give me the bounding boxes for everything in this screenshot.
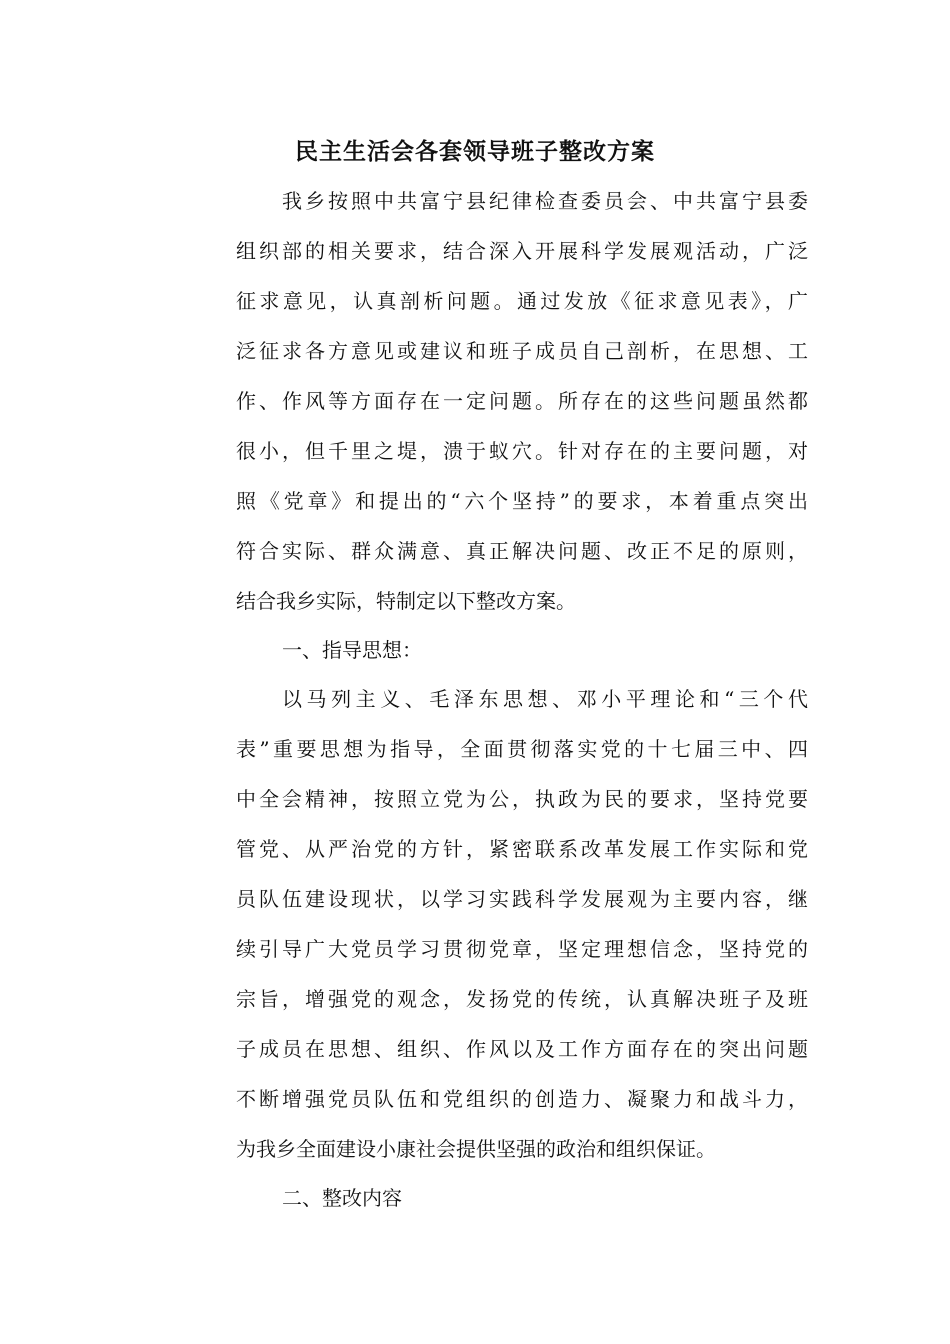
paragraph-line: 很小，但千里之堤，溃于蚁穴。针对存在的主要问题，对 xyxy=(236,439,808,463)
paragraph-line: 宗旨，增强党的观念，发扬党的传统，认真解决班子及班 xyxy=(236,987,808,1011)
paragraph-line: 管党、从严治党的方针，紧密联系改革发展工作实际和党 xyxy=(236,837,808,861)
paragraph-line: 为我乡全面建设小康社会提供坚强的政治和组织保证。 xyxy=(236,1137,716,1161)
paragraph-line: 不断增强党员队伍和党组织的创造力、凝聚力和战斗力， xyxy=(236,1087,808,1111)
paragraph-line: 征求意见，认真剖析问题。通过发放《征求意见表》，广 xyxy=(236,289,808,313)
paragraph-line: 作、作风等方面存在一定问题。所存在的这些问题虽然都 xyxy=(236,389,808,413)
paragraph-line: 子成员在思想、组织、作风以及工作方面存在的突出问题 xyxy=(236,1037,808,1061)
paragraph-line: 照《党章》和提出的“六个坚持”的要求，本着重点突出 xyxy=(236,489,808,513)
paragraph-line: 符合实际、群众满意、真正解决问题、改正不足的原则， xyxy=(236,539,808,563)
paragraph-line: 组织部的相关要求，结合深入开展科学发展观活动，广泛 xyxy=(236,239,808,263)
paragraph-line: 结合我乡实际，特制定以下整改方案。 xyxy=(236,589,576,613)
paragraph-line: 表”重要思想为指导，全面贯彻落实党的十七届三中、四 xyxy=(236,737,808,761)
paragraph-line: 以马列主义、毛泽东思想、邓小平理论和“三个代 xyxy=(282,687,808,711)
section-heading-guiding-ideology: 一、指导思想： xyxy=(282,638,422,662)
paragraph-line: 中全会精神，按照立党为公，执政为民的要求，坚持党要 xyxy=(236,787,808,811)
paragraph-line: 泛征求各方意见或建议和班子成员自己剖析，在思想、工 xyxy=(236,339,808,363)
paragraph-line: 续引导广大党员学习贯彻党章，坚定理想信念，坚持党的 xyxy=(236,937,808,961)
paragraph-line: 我乡按照中共富宁县纪律检查委员会、中共富宁县委 xyxy=(282,189,808,213)
section-heading-rectification-content: 二、整改内容 xyxy=(282,1186,402,1210)
document-title: 民主生活会各套领导班子整改方案 xyxy=(295,138,655,165)
paragraph-line: 员队伍建设现状，以学习实践科学发展观为主要内容，继 xyxy=(236,887,808,911)
